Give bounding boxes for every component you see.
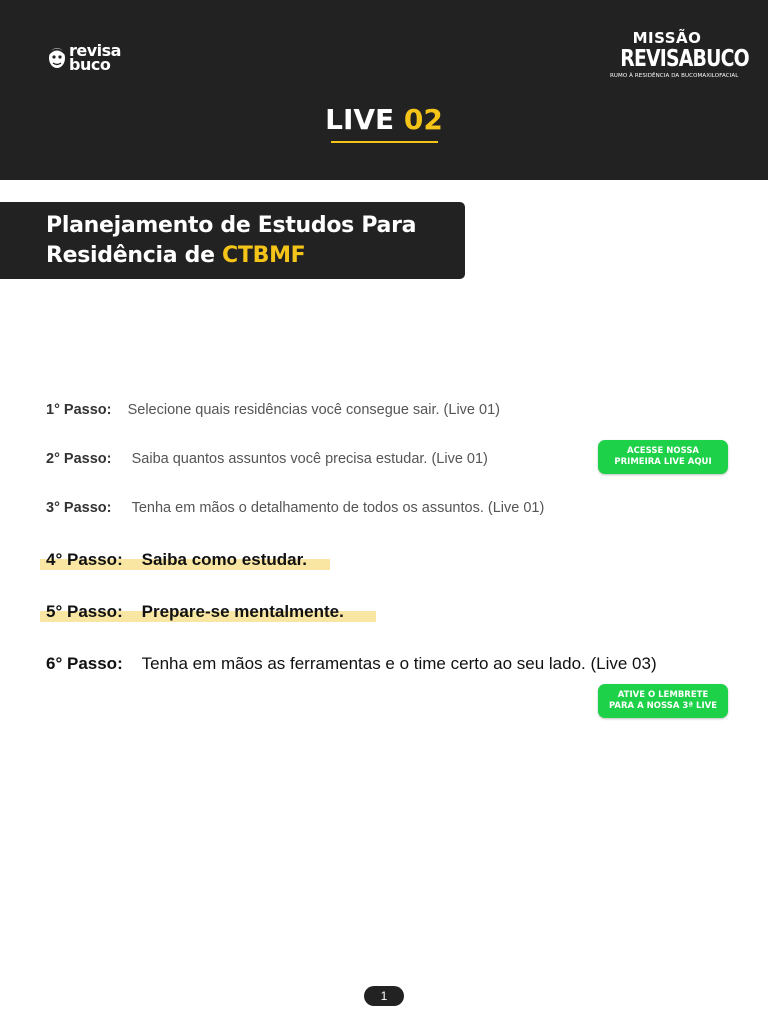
section-title-line1: Planejamento de Estudos Para bbox=[46, 213, 417, 238]
step-text: Tenha em mãos o detalhamento de todos os assuntos. (Live 01) bbox=[131, 500, 545, 516]
step-label: 4° Passo: bbox=[46, 550, 123, 569]
logo-wordmark bbox=[69, 41, 121, 74]
logo-word-buco: buco bbox=[69, 55, 111, 74]
missao-revisabuco-logo bbox=[610, 29, 749, 80]
section-title-line2 bbox=[46, 241, 416, 271]
step-6 bbox=[46, 654, 657, 674]
first-live-button[interactable] bbox=[598, 440, 728, 474]
step-label: 3° Passo: bbox=[46, 500, 112, 516]
step-text: Selecione quais residências você consegue sair. (Live 01) bbox=[127, 402, 500, 418]
step-1 bbox=[46, 402, 500, 418]
page-number-badge: 1 bbox=[364, 986, 404, 1006]
step-label: 5° Passo: bbox=[46, 602, 123, 621]
section-title-highlight: CTBMF bbox=[222, 243, 306, 268]
header-band bbox=[0, 0, 768, 180]
step-label: 2° Passo: bbox=[46, 451, 112, 467]
live-title-underline bbox=[331, 141, 438, 143]
first-live-button-line1: ACESSE NOSSA bbox=[626, 445, 700, 456]
first-live-button-line2: PRIMEIRA LIVE AQUI bbox=[614, 457, 712, 467]
logo-revisabuco: REVISABUCO bbox=[620, 46, 749, 72]
step-3 bbox=[46, 500, 544, 516]
step-5 bbox=[46, 602, 344, 622]
reminder-button[interactable] bbox=[598, 684, 728, 718]
section-title-prefix: Residência de bbox=[46, 243, 223, 268]
step-label: 6° Passo: bbox=[46, 654, 123, 673]
revisabuco-logo[interactable] bbox=[48, 41, 121, 74]
step-2 bbox=[46, 451, 488, 467]
mascot-face-icon bbox=[48, 46, 66, 70]
logo-word-revisa: revisa bbox=[69, 41, 121, 60]
step-4 bbox=[46, 550, 307, 570]
step-text: Saiba como estudar. bbox=[141, 550, 307, 569]
logo-tagline: RUMO À RESIDÊNCIA DA BUCOMAXILOFACIAL bbox=[610, 73, 739, 79]
section-title bbox=[46, 211, 416, 271]
step-text: Tenha em mãos as ferramentas e o time certo ao seu lado. (Live 03) bbox=[141, 654, 657, 673]
step-label: 1° Passo: bbox=[46, 402, 112, 418]
live-number: 02 bbox=[403, 103, 443, 136]
logo-missao: MISSÃO bbox=[632, 29, 702, 47]
reminder-button-line1: ATIVE O LEMBRETE bbox=[617, 689, 709, 700]
reminder-button-line2: PARA A NOSSA 3ª LIVE bbox=[608, 701, 718, 711]
step-text: Prepare-se mentalmente. bbox=[141, 602, 344, 621]
live-title bbox=[0, 103, 768, 137]
section-title-box bbox=[0, 202, 465, 279]
step-text: Saiba quantos assuntos você precisa estudar. (Live 01) bbox=[131, 451, 488, 467]
live-word: LIVE bbox=[325, 103, 395, 136]
